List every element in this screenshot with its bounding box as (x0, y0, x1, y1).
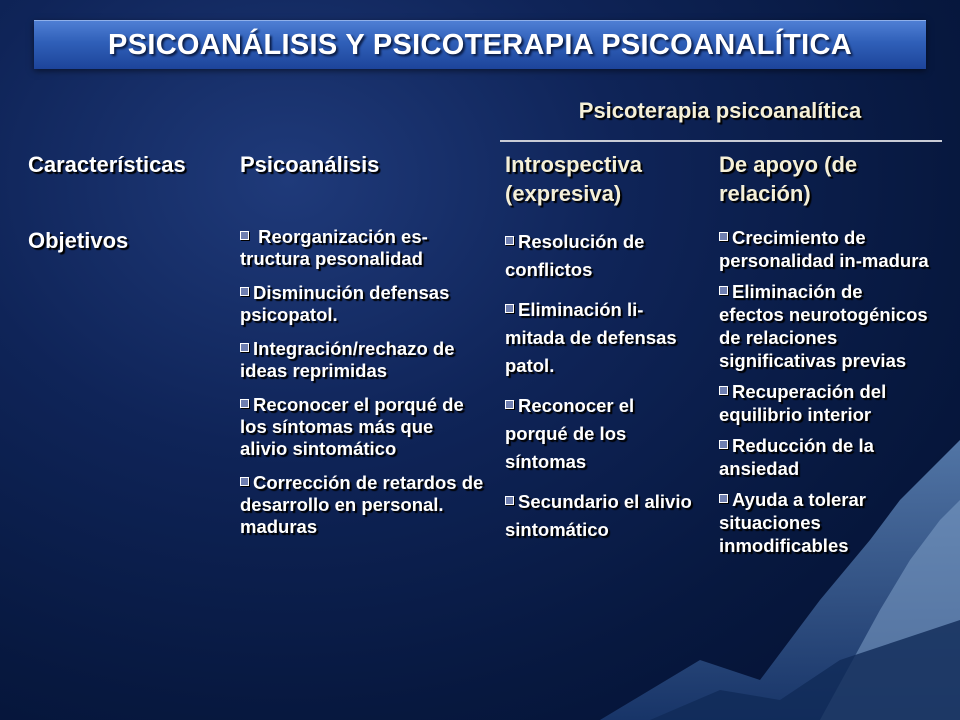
list-item: Reconocer el porqué de los síntomas más que alivio sintomático (240, 394, 464, 459)
list-item: Reducción de la ansiedad (719, 435, 874, 479)
square-bullet-icon (240, 477, 249, 486)
list-item: Resolución de conflictos (505, 231, 645, 280)
square-bullet-icon (240, 343, 249, 352)
square-bullet-icon (505, 400, 514, 409)
list-item: Eliminación li-mitada de defensas patol. (505, 299, 677, 376)
page-title: PSICOANÁLISIS Y PSICOTERAPIA PSICOANALÍTICA (108, 28, 852, 61)
list-item: Disminución defensas psicopatol. (240, 282, 450, 325)
square-bullet-icon (240, 231, 249, 240)
square-bullet-icon (240, 287, 249, 296)
row-label-objetivos: Objetivos (28, 228, 129, 253)
list-item: Reconocer el porqué de los síntomas (505, 395, 635, 472)
square-bullet-icon (505, 496, 514, 505)
column-header-apoyo: De apoyo (de relación) (719, 152, 858, 206)
psicoanalisis-objectives-list (240, 226, 484, 550)
square-bullet-icon (719, 386, 728, 395)
list-item: Recuperación del equilibrio interior (719, 381, 887, 425)
list-item: Reorganización es-tructura pesonalidad (240, 226, 428, 269)
list-item: Corrección de retardos de desarrollo en personal. maduras (240, 472, 484, 537)
list-item: Secundario el alivio sintomático (505, 491, 692, 540)
group-header-divider (500, 140, 942, 142)
introspectiva-objectives-list (505, 228, 697, 556)
column-header-caracteristicas: Características (28, 152, 186, 177)
list-item: Eliminación de efectos neurotogénicos de relaciones significativas previas (719, 281, 928, 371)
column-header-psicoanalisis: Psicoanálisis (240, 152, 380, 177)
title-bar (34, 20, 926, 69)
group-header: Psicoterapia psicoanalítica (578, 98, 862, 123)
square-bullet-icon (719, 494, 728, 503)
square-bullet-icon (505, 236, 514, 245)
square-bullet-icon (719, 232, 728, 241)
list-item: Crecimiento de personalidad in-madura (719, 227, 929, 271)
list-item: Ayuda a tolerar situaciones inmodificables (719, 489, 866, 556)
square-bullet-icon (719, 440, 728, 449)
square-bullet-icon (505, 304, 514, 313)
list-item: Integración/rechazo de ideas reprimidas (240, 338, 455, 381)
apoyo-objectives-list (719, 226, 931, 565)
square-bullet-icon (240, 399, 249, 408)
square-bullet-icon (719, 286, 728, 295)
column-header-introspectiva: Introspectiva (expresiva) (505, 152, 642, 206)
